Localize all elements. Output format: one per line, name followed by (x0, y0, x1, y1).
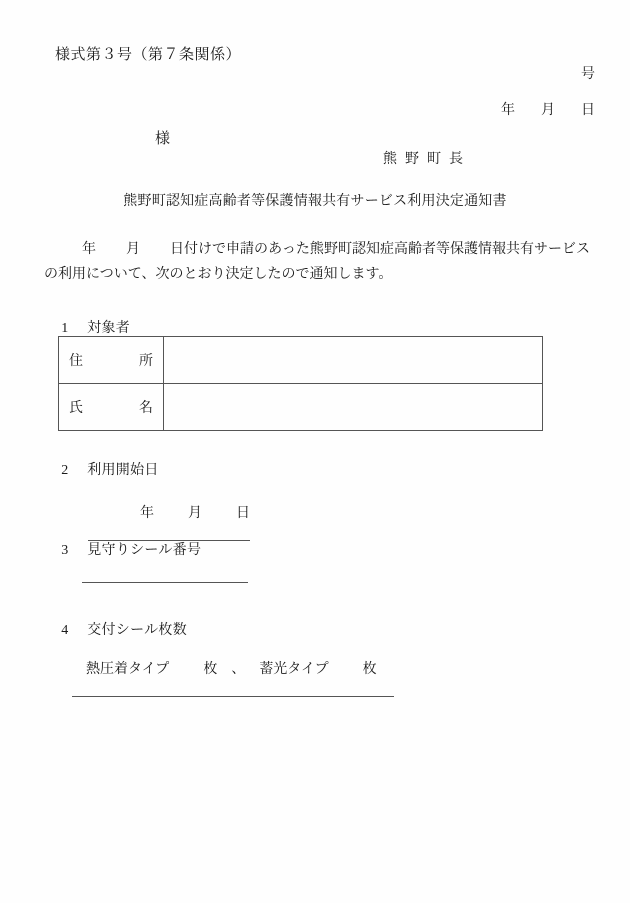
addressee-honorific: 様 (155, 131, 171, 147)
sticker-type-1-label: 熱圧着タイプ (86, 662, 170, 677)
start-date-month-label: 月 (188, 506, 202, 521)
table-row (59, 337, 543, 384)
start-date-year-label: 年 (140, 506, 154, 521)
table-row (59, 384, 543, 431)
start-date-day-label: 日 (236, 506, 250, 521)
document-date-line (487, 90, 595, 132)
section-4-number: 4 (61, 623, 69, 638)
section-2-label: 利用開始日 (87, 463, 159, 478)
section-1-label: 対象者 (87, 321, 131, 336)
section-1-number: 1 (61, 321, 69, 336)
section-2-number: 2 (61, 463, 69, 478)
body-paragraph (44, 238, 590, 287)
sticker-type-2-label: 蓄光タイプ (259, 662, 329, 677)
sticker-unit-2-label: 枚 (362, 662, 377, 677)
sticker-number-field[interactable] (82, 566, 248, 583)
sticker-separator: 、 (231, 662, 246, 677)
table-label-name: 氏名 (59, 384, 164, 431)
body-year-label: 年 (82, 242, 97, 257)
body-text: 日付けで申請のあった熊野町認知症高齢者等保護情報共有サービスの利用について、次のとおり決定したので通知します。 (44, 242, 591, 282)
section-3-label: 見守りシール番号 (87, 543, 202, 558)
table-label-address: 住所 (59, 337, 164, 384)
sticker-count-field[interactable] (72, 642, 394, 697)
subject-table (58, 336, 543, 431)
date-day-label: 日 (581, 103, 595, 118)
issuer-name: 熊野町長 (383, 152, 471, 167)
table-value-address[interactable] (164, 337, 543, 384)
form-number: 様式第３号（第７条関係） (55, 47, 242, 63)
date-month-label: 月 (541, 103, 555, 118)
body-month-label: 月 (126, 242, 141, 257)
document-number-label: 号 (581, 67, 595, 82)
section-3-number: 3 (61, 543, 69, 558)
page-title: 熊野町認知症高齢者等保護情報共有サービス利用決定通知書 (123, 194, 507, 209)
date-year-label: 年 (501, 103, 515, 118)
section-4-label: 交付シール枚数 (87, 623, 188, 638)
table-value-name[interactable] (164, 384, 543, 431)
sticker-unit-1-label: 枚 (203, 662, 218, 677)
